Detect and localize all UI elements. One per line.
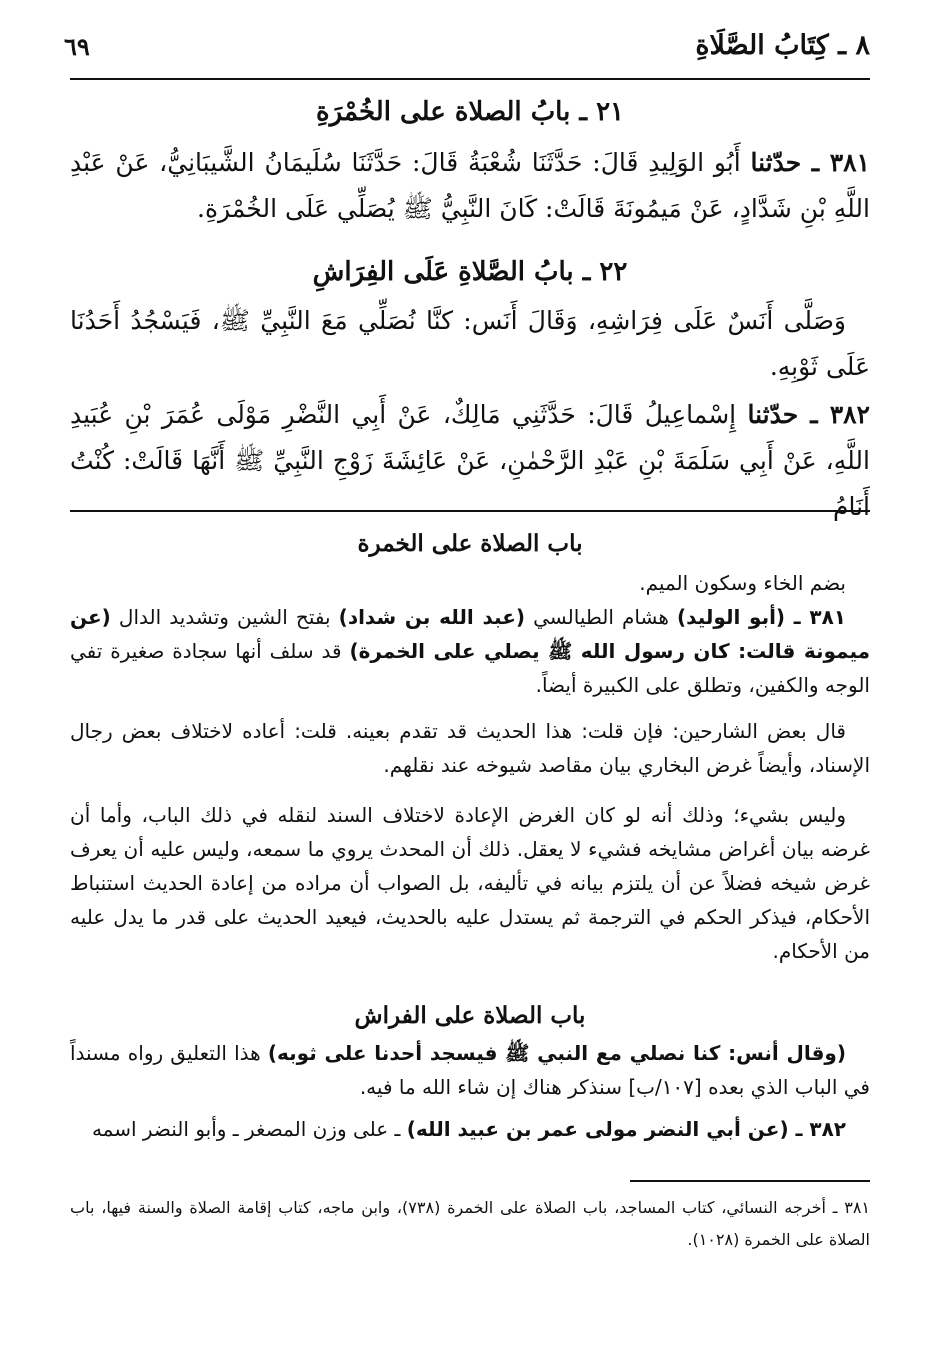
page-number: ٦٩ (64, 32, 90, 61)
commentary-p2 (70, 600, 870, 702)
chapter-22-title: ٢٢ ـ بابُ الصَّلاةِ عَلَى الفِرَاشِ (312, 257, 628, 287)
commentary-p1: بضم الخاء وسكون الميم. (639, 571, 846, 595)
running-head: ٨ ـ كِتَابُ الصَّلَاةِ (695, 30, 870, 61)
commentary-p6-b: ـ على وزن المصغر ـ وأبو النضر اسمه (91, 1117, 407, 1141)
page-header (58, 26, 870, 70)
commentary-p2-a: هشام الطيالسي (525, 605, 678, 629)
commentary-p2-d: (عن ميمونة قالت: كان رسول الله ﷺ يصلي على الخمرة) (70, 605, 870, 663)
hadith-381 (70, 140, 870, 232)
commentary-title-2: باب الصلاة على الفراش (354, 1002, 586, 1029)
chapter-21-title: ٢١ ـ بابُ الصلاة على الخُمْرَةِ (316, 97, 624, 127)
commentary-p2-e: قد سلف أنها سجادة صغيرة تفي الوجه والكفين، وتطلق على الكبيرة أيضاً. (70, 639, 870, 697)
commentary-title-1: باب الصلاة على الخمرة (357, 530, 583, 557)
chapter-22-intro: وَصَلَّى أَنَسٌ عَلَى فِرَاشِهِ، وَقَالَ أَنَس: كنَّا نُصَلِّي مَعَ النَّبِيِّ ﷺ، فَيَسْجُدُ أَحَدُنَا عَلَى ثَوْبِهِ. (70, 306, 870, 381)
commentary-p6 (70, 1112, 870, 1146)
commentary-p5-a: (وقال أنس: كنا نصلي مع النبي ﷺ فيسجد أحدنا على ثوبه) (267, 1041, 847, 1065)
hadith-382-number: ٣٨٢ ـ حدّثنا (747, 400, 870, 429)
hadith-382-text: إِسْماعِيلُ قَالَ: حَدَّثَنِي مَالِكٌ، عَنْ أَبِي النَّضْرِ مَوْلَى عُمَرَ بْنِ عُبَيدِ اللَّهِ، عَنْ أَبِي سَلَمَةَ بْنِ عَبْدِ الرَّحْمٰنِ، عَنْ عَائِشَةَ زَوْجِ النَّبِيِّ ﷺ أَنَّهَا قَالَتْ: كُنْتُ أَنَامُ (70, 400, 870, 521)
commentary-p2-b: (عبد الله بن شداد) (338, 605, 526, 629)
commentary-p4: وليس بشيء؛ وذلك أنه لو كان الغرض الإعادة لاختلاف السند لنقله في ذلك الباب، وأما أن غرضه بيان أغراض مشايخه فشيء لا يعقل. ذلك أن المحدث يروي ما سمعه، وليس عليه أن يعرف غرض شيخه فضلاً عن أن يلتزم بيانه في تأليفه، بل الصواب أن مراده من إعادة الحديث استنباط الأحكام، فيذكر الحكم في الترجمة ثم يستدل عليه بالحديث، فيعيد الحديث على قدر ما يدل عليه من الأحكام. (70, 803, 870, 963)
footnote-rule (630, 1180, 870, 1182)
commentary-p3: قال بعض الشارحين: فإن قلت: هذا الحديث قد تقدم بعينه. قلت: أعاده لاختلاف بعض رجال الإسناد، وأيضاً غرض البخاري بيان مقاصد شيوخه عند نقلهم. (70, 719, 870, 777)
footnote: ٣٨١ ـ أخرجه النسائي، كتاب المساجد، باب الصلاة على الخمرة (٧٣٨)، وابن ماجه، كتاب إقامة الصلاة والسنة فيها، باب الصلاة على الخمرة (١٠٢٨). (70, 1198, 870, 1249)
commentary-p2-c: بفتح الشين وتشديد الدال (110, 605, 339, 629)
text-commentary-divider (70, 510, 870, 512)
commentary-p6-a: ٣٨٢ ـ (عن أبي النضر مولى عمر بن عبيد الله) (406, 1117, 846, 1141)
hadith-381-text: أَبُو الوَلِيدِ قَالَ: حَدَّثَنَا شُعْبَةُ قَالَ: حَدَّثَنَا سُلَيمَانُ الشَّيبَانِيُّ، عَنْ عَبْدِ اللَّهِ بْنِ شَدَّادٍ، عَنْ مَيمُونَةَ قَالَتْ: كَانَ النَّبِيُّ ﷺ يُصَلِّي عَلَى الخُمْرَةِ. (70, 148, 870, 223)
commentary-p2-num: ٣٨١ ـ (أبو الوليد) (677, 605, 846, 629)
header-rule (70, 78, 870, 80)
hadith-381-number: ٣٨١ ـ حدّثنا (750, 148, 870, 177)
commentary-p5-b: هذا التعليق رواه مسنداً في الباب الذي بعده [١٠٧/ب] سنذكر هناك إن شاء الله ما فيه. (70, 1041, 870, 1099)
commentary-p5 (70, 1036, 870, 1104)
